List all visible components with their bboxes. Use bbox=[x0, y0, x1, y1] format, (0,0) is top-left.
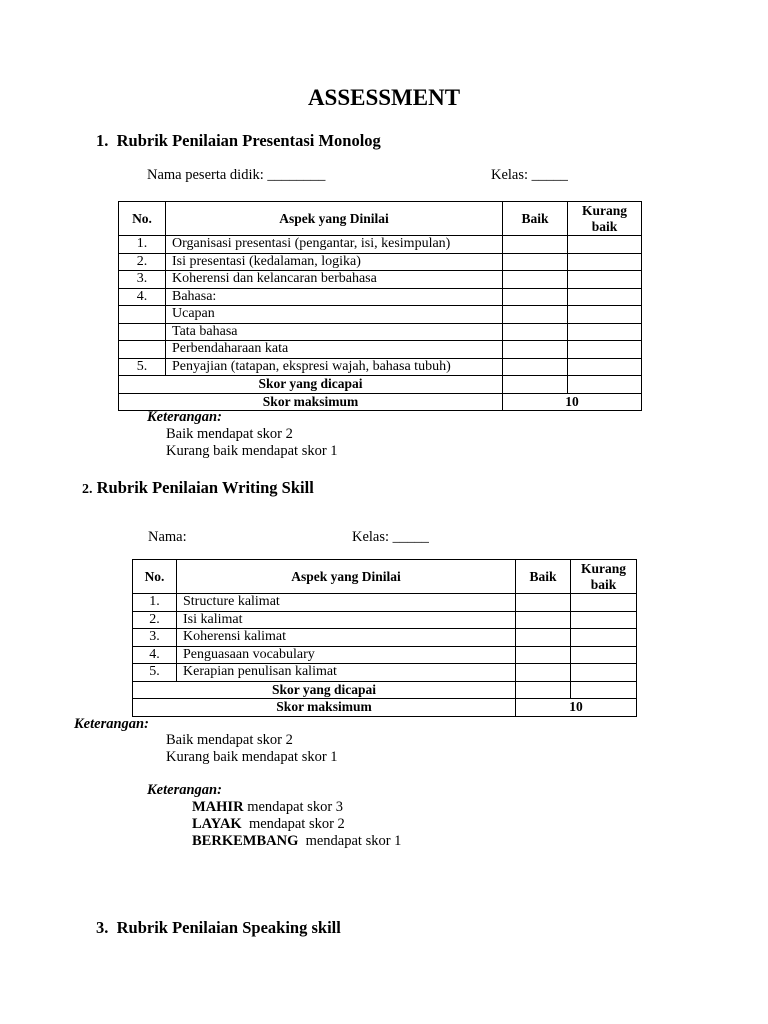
good-cell bbox=[503, 358, 568, 376]
section-2-class-field: Kelas: _____ bbox=[352, 529, 429, 545]
table-header-row bbox=[119, 202, 642, 236]
row-aspect: Isi presentasi (kedalaman, logika) bbox=[166, 253, 503, 271]
level-text: mendapat skor 3 bbox=[243, 799, 344, 815]
row-no: 4. bbox=[119, 288, 166, 306]
good-cell bbox=[503, 341, 568, 359]
good-cell bbox=[503, 376, 568, 394]
section-3-title: Rubrik Penilaian Speaking skill bbox=[116, 918, 341, 937]
row-aspect: Tata bahasa bbox=[166, 323, 503, 341]
table-row bbox=[119, 236, 642, 254]
row-no: 1. bbox=[133, 594, 177, 612]
section-2-level-note-label: Keterangan: bbox=[147, 782, 222, 798]
section-2-note-line: Kurang baik mendapat skor 1 bbox=[166, 749, 338, 765]
row-no: 4. bbox=[133, 646, 177, 664]
less-cell bbox=[568, 288, 642, 306]
section-1-note-line: Baik mendapat skor 2 bbox=[166, 426, 293, 442]
table-row bbox=[119, 253, 642, 271]
section-2-note-label: Keterangan: bbox=[74, 716, 149, 732]
good-cell bbox=[503, 236, 568, 254]
less-cell bbox=[568, 358, 642, 376]
section-3-heading bbox=[96, 918, 341, 938]
table-row bbox=[119, 358, 642, 376]
row-no: 1. bbox=[119, 236, 166, 254]
row-aspect: Perbendaharaan kata bbox=[166, 341, 503, 359]
row-no: 2. bbox=[133, 611, 177, 629]
row-aspect: Ucapan bbox=[166, 306, 503, 324]
table-row bbox=[119, 288, 642, 306]
less-cell bbox=[571, 594, 637, 612]
row-aspect: Isi kalimat bbox=[177, 611, 516, 629]
table-row bbox=[119, 323, 642, 341]
good-cell bbox=[516, 681, 571, 699]
level-text: mendapat skor 2 bbox=[241, 816, 345, 832]
score-obtained-row bbox=[119, 376, 642, 394]
table-row bbox=[133, 646, 637, 664]
level-name: BERKEMBANG bbox=[192, 833, 299, 849]
score-max-label: Skor maksimum bbox=[119, 393, 503, 411]
level-line bbox=[192, 816, 345, 833]
header-good: Baik bbox=[503, 202, 568, 236]
row-aspect: Penyajian (tatapan, ekspresi wajah, bahasa tubuh) bbox=[166, 358, 503, 376]
table-row bbox=[133, 611, 637, 629]
section-2-heading bbox=[82, 478, 314, 498]
table-row bbox=[119, 341, 642, 359]
section-1-heading bbox=[96, 131, 381, 151]
section-1-note-label: Keterangan: bbox=[147, 409, 222, 425]
score-obtained-row bbox=[133, 681, 637, 699]
score-max-row bbox=[119, 393, 642, 411]
good-cell bbox=[503, 323, 568, 341]
row-aspect: Bahasa: bbox=[166, 288, 503, 306]
good-cell bbox=[516, 611, 571, 629]
row-aspect: Koherensi dan kelancaran berbahasa bbox=[166, 271, 503, 289]
less-cell bbox=[568, 253, 642, 271]
row-no: 3. bbox=[133, 629, 177, 647]
good-cell bbox=[503, 288, 568, 306]
good-cell bbox=[503, 253, 568, 271]
header-good: Baik bbox=[516, 560, 571, 594]
score-max-value: 10 bbox=[516, 699, 637, 717]
good-cell bbox=[503, 271, 568, 289]
table-header-row bbox=[133, 560, 637, 594]
table-row bbox=[133, 594, 637, 612]
row-no: 2. bbox=[119, 253, 166, 271]
section-2-number: 2. bbox=[82, 482, 93, 497]
good-cell bbox=[516, 664, 571, 682]
table-row bbox=[119, 306, 642, 324]
row-no: 5. bbox=[119, 358, 166, 376]
row-no bbox=[119, 306, 166, 324]
score-max-label: Skor maksimum bbox=[133, 699, 516, 717]
header-no: No. bbox=[119, 202, 166, 236]
less-cell bbox=[568, 341, 642, 359]
row-aspect: Structure kalimat bbox=[177, 594, 516, 612]
level-text: mendapat skor 1 bbox=[298, 833, 402, 849]
header-aspect: Aspek yang Dinilai bbox=[166, 202, 503, 236]
header-less: Kurang baik bbox=[568, 202, 642, 236]
section-1-number: 1. bbox=[96, 131, 109, 150]
row-aspect: Kerapian penulisan kalimat bbox=[177, 664, 516, 682]
header-aspect: Aspek yang Dinilai bbox=[177, 560, 516, 594]
row-no: 3. bbox=[119, 271, 166, 289]
level-line bbox=[192, 833, 401, 850]
score-max-value: 10 bbox=[503, 393, 642, 411]
less-cell bbox=[568, 236, 642, 254]
score-obtained-label: Skor yang dicapai bbox=[119, 376, 503, 394]
section-2-name-field: Nama: bbox=[148, 529, 187, 545]
level-name: MAHIR bbox=[192, 799, 244, 815]
row-no bbox=[119, 341, 166, 359]
less-cell bbox=[571, 611, 637, 629]
less-cell bbox=[571, 664, 637, 682]
level-line bbox=[192, 799, 343, 816]
less-cell bbox=[568, 271, 642, 289]
section-1-rubric-table bbox=[118, 201, 642, 411]
less-cell bbox=[568, 323, 642, 341]
good-cell bbox=[516, 594, 571, 612]
less-cell bbox=[571, 681, 637, 699]
row-aspect: Koherensi kalimat bbox=[177, 629, 516, 647]
less-cell bbox=[568, 306, 642, 324]
section-1-name-field: Nama peserta didik: ________ bbox=[147, 167, 326, 183]
less-cell bbox=[568, 376, 642, 394]
section-2-note-line: Baik mendapat skor 2 bbox=[166, 732, 293, 748]
good-cell bbox=[516, 629, 571, 647]
section-2-title: Rubrik Penilaian Writing Skill bbox=[96, 478, 314, 497]
header-no: No. bbox=[133, 560, 177, 594]
row-no bbox=[119, 323, 166, 341]
section-1-title: Rubrik Penilaian Presentasi Monolog bbox=[116, 131, 381, 150]
header-less: Kurang baik bbox=[571, 560, 637, 594]
section-2-rubric-table bbox=[132, 559, 637, 717]
good-cell bbox=[503, 306, 568, 324]
table-row bbox=[133, 629, 637, 647]
table-row bbox=[119, 271, 642, 289]
less-cell bbox=[571, 629, 637, 647]
table-row bbox=[133, 664, 637, 682]
page-title: ASSESSMENT bbox=[307, 85, 461, 110]
row-aspect: Organisasi presentasi (pengantar, isi, kesimpulan) bbox=[166, 236, 503, 254]
row-aspect: Penguasaan vocabulary bbox=[177, 646, 516, 664]
score-max-row bbox=[133, 699, 637, 717]
less-cell bbox=[571, 646, 637, 664]
level-name: LAYAK bbox=[192, 816, 242, 832]
section-3-number: 3. bbox=[96, 918, 109, 937]
good-cell bbox=[516, 646, 571, 664]
section-1-note-line: Kurang baik mendapat skor 1 bbox=[166, 443, 338, 459]
section-1-class-field: Kelas: _____ bbox=[491, 167, 568, 183]
score-obtained-label: Skor yang dicapai bbox=[133, 681, 516, 699]
row-no: 5. bbox=[133, 664, 177, 682]
